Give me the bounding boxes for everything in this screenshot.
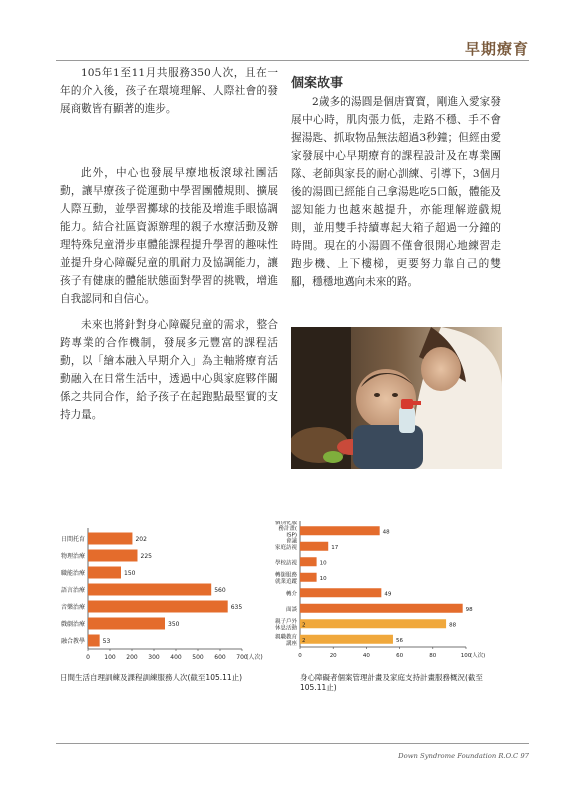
value-label: 10 [319, 575, 327, 582]
value-label: 560 [214, 587, 226, 594]
paragraph-activities: 此外，中心也發展早療地板滾球社團活動，讓早療孩子從運動中學習團體規則、擴展人際互動，並學習擲球的技能及增進手眼協調能力。結合社區資源辦理的親子水療活動及辦理特殊兒童滑步車體能課程提升學習的趣味性並提升身心障礙兒童的肌耐力及協調能力，讓孩子有健康的體能狀態面對學習的挑戰，增進自我認同和自信心。 [60, 167, 278, 305]
bar [88, 601, 228, 613]
category-label: 學校訪視 [274, 560, 297, 567]
x-tick-label: 20 [329, 653, 337, 659]
x-tick-label: 200 [126, 654, 138, 661]
value-label: 48 [382, 529, 390, 536]
chart-1-title: 日間生活自理訓練及課程訓練服務人次(截至105.11止) [60, 673, 243, 682]
value-label: 56 [395, 637, 403, 644]
value-label: 350 [168, 621, 180, 628]
mother-child-photo [291, 327, 502, 469]
x-tick-label: 100 [460, 653, 472, 659]
extra-label: 2 [302, 622, 306, 629]
footer-credit: Down Syndrome Foundation R.O.C 97 [398, 752, 529, 760]
category-label: 面談 [285, 606, 297, 613]
x-tick-label: 300 [148, 654, 160, 661]
x-tick-label: 500 [192, 654, 204, 661]
bar [300, 557, 317, 566]
x-axis-unit: (人次) [470, 653, 486, 659]
category-label: 語言治療 [60, 587, 85, 594]
chart-daily-training [58, 528, 290, 668]
chart-case-management [272, 521, 504, 671]
bar [88, 635, 100, 647]
value-label: 98 [465, 606, 473, 613]
bar [300, 635, 393, 644]
value-label: 635 [230, 604, 243, 611]
category-label: 親職教育講座 [274, 634, 297, 647]
x-axis-unit: (人次) [246, 654, 263, 661]
x-tick-label: 400 [170, 654, 182, 661]
bar [88, 550, 138, 562]
category-label: 物理治療 [60, 553, 85, 560]
category-label: 家庭訪視 [274, 544, 297, 551]
bar [300, 619, 446, 628]
bar [88, 618, 165, 630]
bar [88, 533, 132, 545]
category-label: 轉銜服務就業追蹤 [274, 572, 297, 585]
x-tick-label: 80 [429, 653, 437, 659]
bar [88, 584, 211, 596]
value-label: 150 [124, 570, 136, 577]
bar [300, 526, 380, 535]
header-divider [56, 60, 529, 61]
value-label: 202 [135, 536, 147, 543]
category-label: 日間托育 [60, 536, 85, 543]
value-label: 88 [449, 622, 457, 629]
x-tick-label: 0 [86, 654, 90, 661]
category-label: 親子戶外休息活動 [274, 619, 297, 632]
value-label: 225 [140, 553, 152, 560]
category-label: 職能治療 [60, 570, 85, 577]
value-label: 53 [102, 638, 111, 645]
bar [300, 588, 381, 597]
value-label: 49 [384, 591, 392, 598]
case-story-title: 個案故事 [291, 76, 344, 91]
footer-divider [56, 743, 529, 744]
x-tick-label: 600 [214, 654, 226, 661]
case-story-text: 2歲多的湯圓是個唐寶寶，剛進入愛家發展中心時，肌肉張力低，走路不穩、手不會握湯匙、抓取物品無法超過3秒鐘；但經由愛家發展中心早期療育的課程設計及在專業團隊、老師與家長的耐心訓練、引導下，3個月後的湯圓已經能自己拿湯匙吃5口飯，體能及認知能力也越來越提升，亦能理解遊戲規則，並用雙手持續專起大箱子超過一分鐘的時間。現在的小湯圓不僅會很開心地練習走跑步機、上下樓梯，更要努力靠自己的雙腳，穩穩地邁向未來的路。 [291, 96, 501, 288]
paragraph-service-count: 105年1至11月共服務350人次，且在一年的介入後，孩子在環境理解、人際社會的發展商數皆有顯著的進步。 [60, 67, 278, 115]
value-label: 10 [319, 560, 327, 567]
category-label: 音樂治療 [60, 604, 85, 611]
category-label: 融合教學 [60, 638, 85, 645]
category-label: 戲劇治療 [60, 621, 85, 628]
extra-label: 2 [302, 637, 306, 644]
x-tick-label: 40 [362, 653, 370, 659]
section-title: 早期療育 [464, 40, 529, 58]
x-tick-label: 0 [298, 653, 302, 659]
category-label: 轉介 [285, 591, 297, 598]
bar [300, 573, 317, 582]
bar [300, 604, 463, 613]
x-tick-label: 60 [396, 653, 404, 659]
bar [300, 542, 328, 551]
paragraph-future: 未來也將針對身心障礙兒童的需求，整合跨專業的合作機制，發展多元豐富的課程活動，以「繪本融入早期介入」為主軸將療育活動融入在日常生活中，透過中心與家庭夥伴關係之共同合作，給予孩子在起跑點最堅實的支持力量。 [60, 319, 278, 421]
bar [88, 567, 121, 579]
chart-2-title: 身心障礙者個案管理計畫及家庭支持計畫服務概況(截至105.11止) [300, 673, 483, 692]
category-label: 個別化服務計畫( ISP)會議 [274, 521, 297, 545]
value-label: 17 [331, 544, 339, 551]
x-tick-label: 700 [236, 654, 248, 661]
x-tick-label: 100 [104, 654, 116, 661]
